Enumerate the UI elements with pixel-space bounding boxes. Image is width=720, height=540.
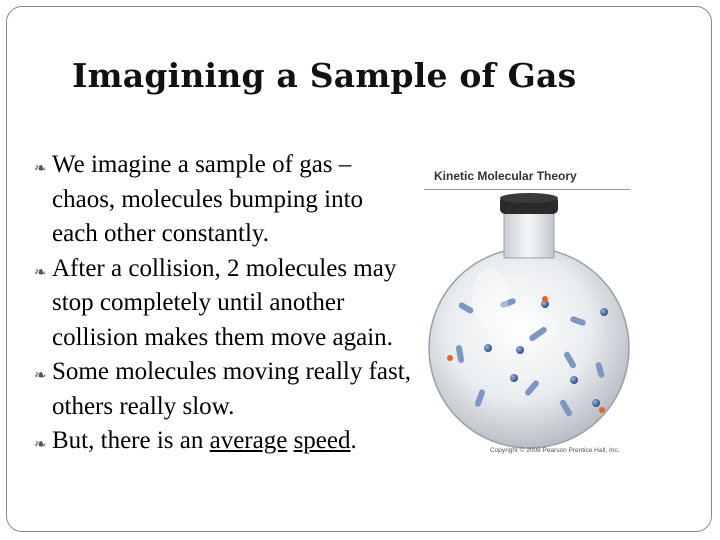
- bullet-swirl-icon: ❧: [34, 262, 47, 281]
- bullet-text: After a collision, 2 molecules may stop completely until another collision makes them move again.: [52, 254, 397, 351]
- flask-neck: [504, 208, 554, 258]
- figure-title: Kinetic Molecular Theory: [434, 169, 577, 183]
- bullet-list: [34, 148, 414, 459]
- bullet-swirl-icon: ❧: [34, 366, 47, 384]
- bullet-swirl-icon: ❧: [34, 435, 47, 453]
- bullet-item: [34, 252, 414, 356]
- bullet-item: [34, 355, 414, 424]
- underlined-average: average: [209, 427, 288, 454]
- slide-title: Imagining a Sample of Gas: [72, 56, 577, 95]
- flask-with-gas-molecules-illustration: [420, 158, 640, 458]
- copyright-caption: Copyright © 2008 Pearson Prentice Hall, Inc.: [490, 447, 620, 454]
- bullet-text: Some molecules moving really fast, others really slow.: [52, 358, 411, 420]
- bullet-item: [34, 148, 414, 252]
- bullet-text-prefix: But, there is an: [52, 427, 210, 454]
- bullet-text: We imagine a sample of gas – chaos, molecules bumping into each other constantly.: [52, 151, 364, 247]
- bullet-swirl-icon: ❧: [34, 159, 47, 177]
- bullet-item: [34, 424, 414, 459]
- underlined-speed: speed: [293, 427, 351, 454]
- bullet-text-suffix: .: [350, 427, 357, 454]
